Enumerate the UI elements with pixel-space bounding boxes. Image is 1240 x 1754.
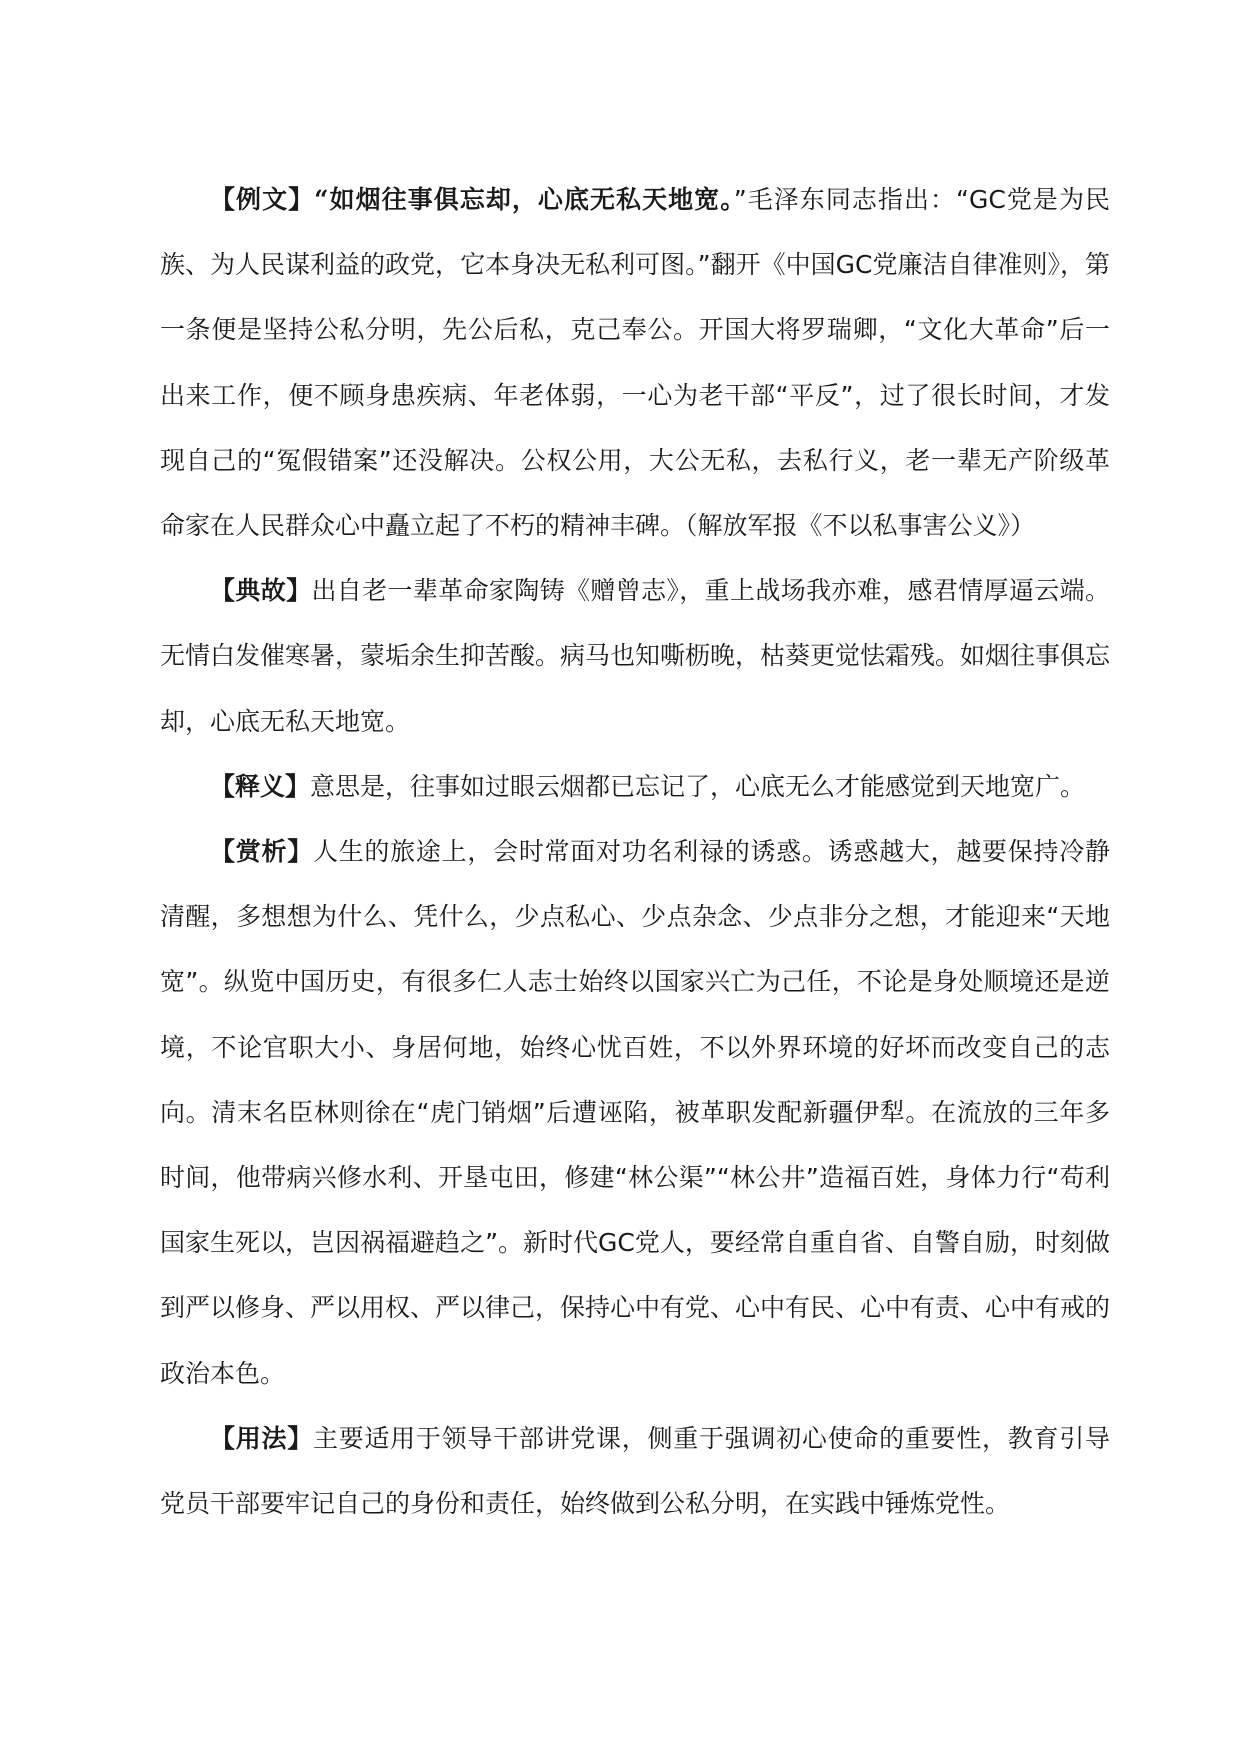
section-tag: 【释义】 [210, 771, 311, 801]
paragraph-body: 主要适用于领导干部讲党课，侧重于强调初心使命的重要性，教育引导党员干部要牢记自己的身份和责任，始终做到公私分明，在实践中锤炼党性。 [160, 1423, 1110, 1519]
section-tag: 【典故】 [210, 576, 312, 606]
paragraph-body: 意思是，往事如过眼云烟都已忘记了，心底无么才能感觉到天地宽广。 [310, 771, 1086, 801]
section-tag: 【赏析】 [210, 837, 313, 867]
document-page [160, 167, 1110, 1536]
paragraph-allusion [160, 558, 1110, 754]
paragraph-body: 人生的旅途上，会时常面对功名利禄的诱惑。诱惑越大，越要保持冷静清醒，多想想为什么、凭什么，少点私心、少点杂念、少点非分之想，才能迎来“天地宽”。纵览中国历史，有很多仁人志士始终以国家兴亡为己任，不论是身处顺境还是逆境，不论官职大小、身居何地，始终心忧百姓，不以外界环境的好坏而改变自己的志向。清末名臣林则徐在“虎门销烟”后遭诬陷，被革职发配新疆伊犁。在流放的三年多时间，他带病兴修水利、开垦屯田，修建“林公渠”“林公井”造福百姓，身体力行“苟利国家生死以，岂因祸福避趋之”。新时代GC党人，要经常自重自省、自警自励，时刻做到严以修身、严以用权、严以律己，保持心中有党、心中有民、心中有责、心中有戒的政治本色。 [160, 837, 1111, 1388]
paragraph-example [160, 167, 1110, 558]
paragraph-body: 出自老一辈革命家陶铸《赠曾志》，重上战场我亦难，感君情厚逼云端。无情白发催寒暑，蒙垢余生抑苦酸。病马也知嘶枥晚，枯葵更觉怯霜残。如烟往事俱忘却，心底无私天地宽。 [160, 576, 1111, 736]
paragraph-usage [160, 1406, 1110, 1536]
paragraph-analysis [160, 819, 1110, 1406]
section-tag: 【用法】 [210, 1423, 313, 1453]
paragraph-meaning [160, 754, 1110, 819]
section-tag: 【例文】 [210, 185, 315, 214]
example-quote: “如烟往事俱忘却，心底无私天地宽。 [314, 185, 734, 214]
paragraph-body: ”毛泽东同志指出：“GC党是为民族、为人民谋利益的政党，它本身决无私利可图。”翻开《中国GC党廉洁自律准则》，第一条便是坚持公私分明，先公后私，克己奉公。开国大将罗瑞卿，“文化大革命”后一出来工作，便不顾身患疾病、年老体弱，一心为老干部“平反”，过了很长时间，才发现自己的“冤假错案”还没解决。公权公用，大公无私，去私行义，老一辈无产阶级革命家在人民群众心中矗立起了不朽的精神丰碑。（解放军报《不以私事害公义》） [160, 185, 1110, 541]
